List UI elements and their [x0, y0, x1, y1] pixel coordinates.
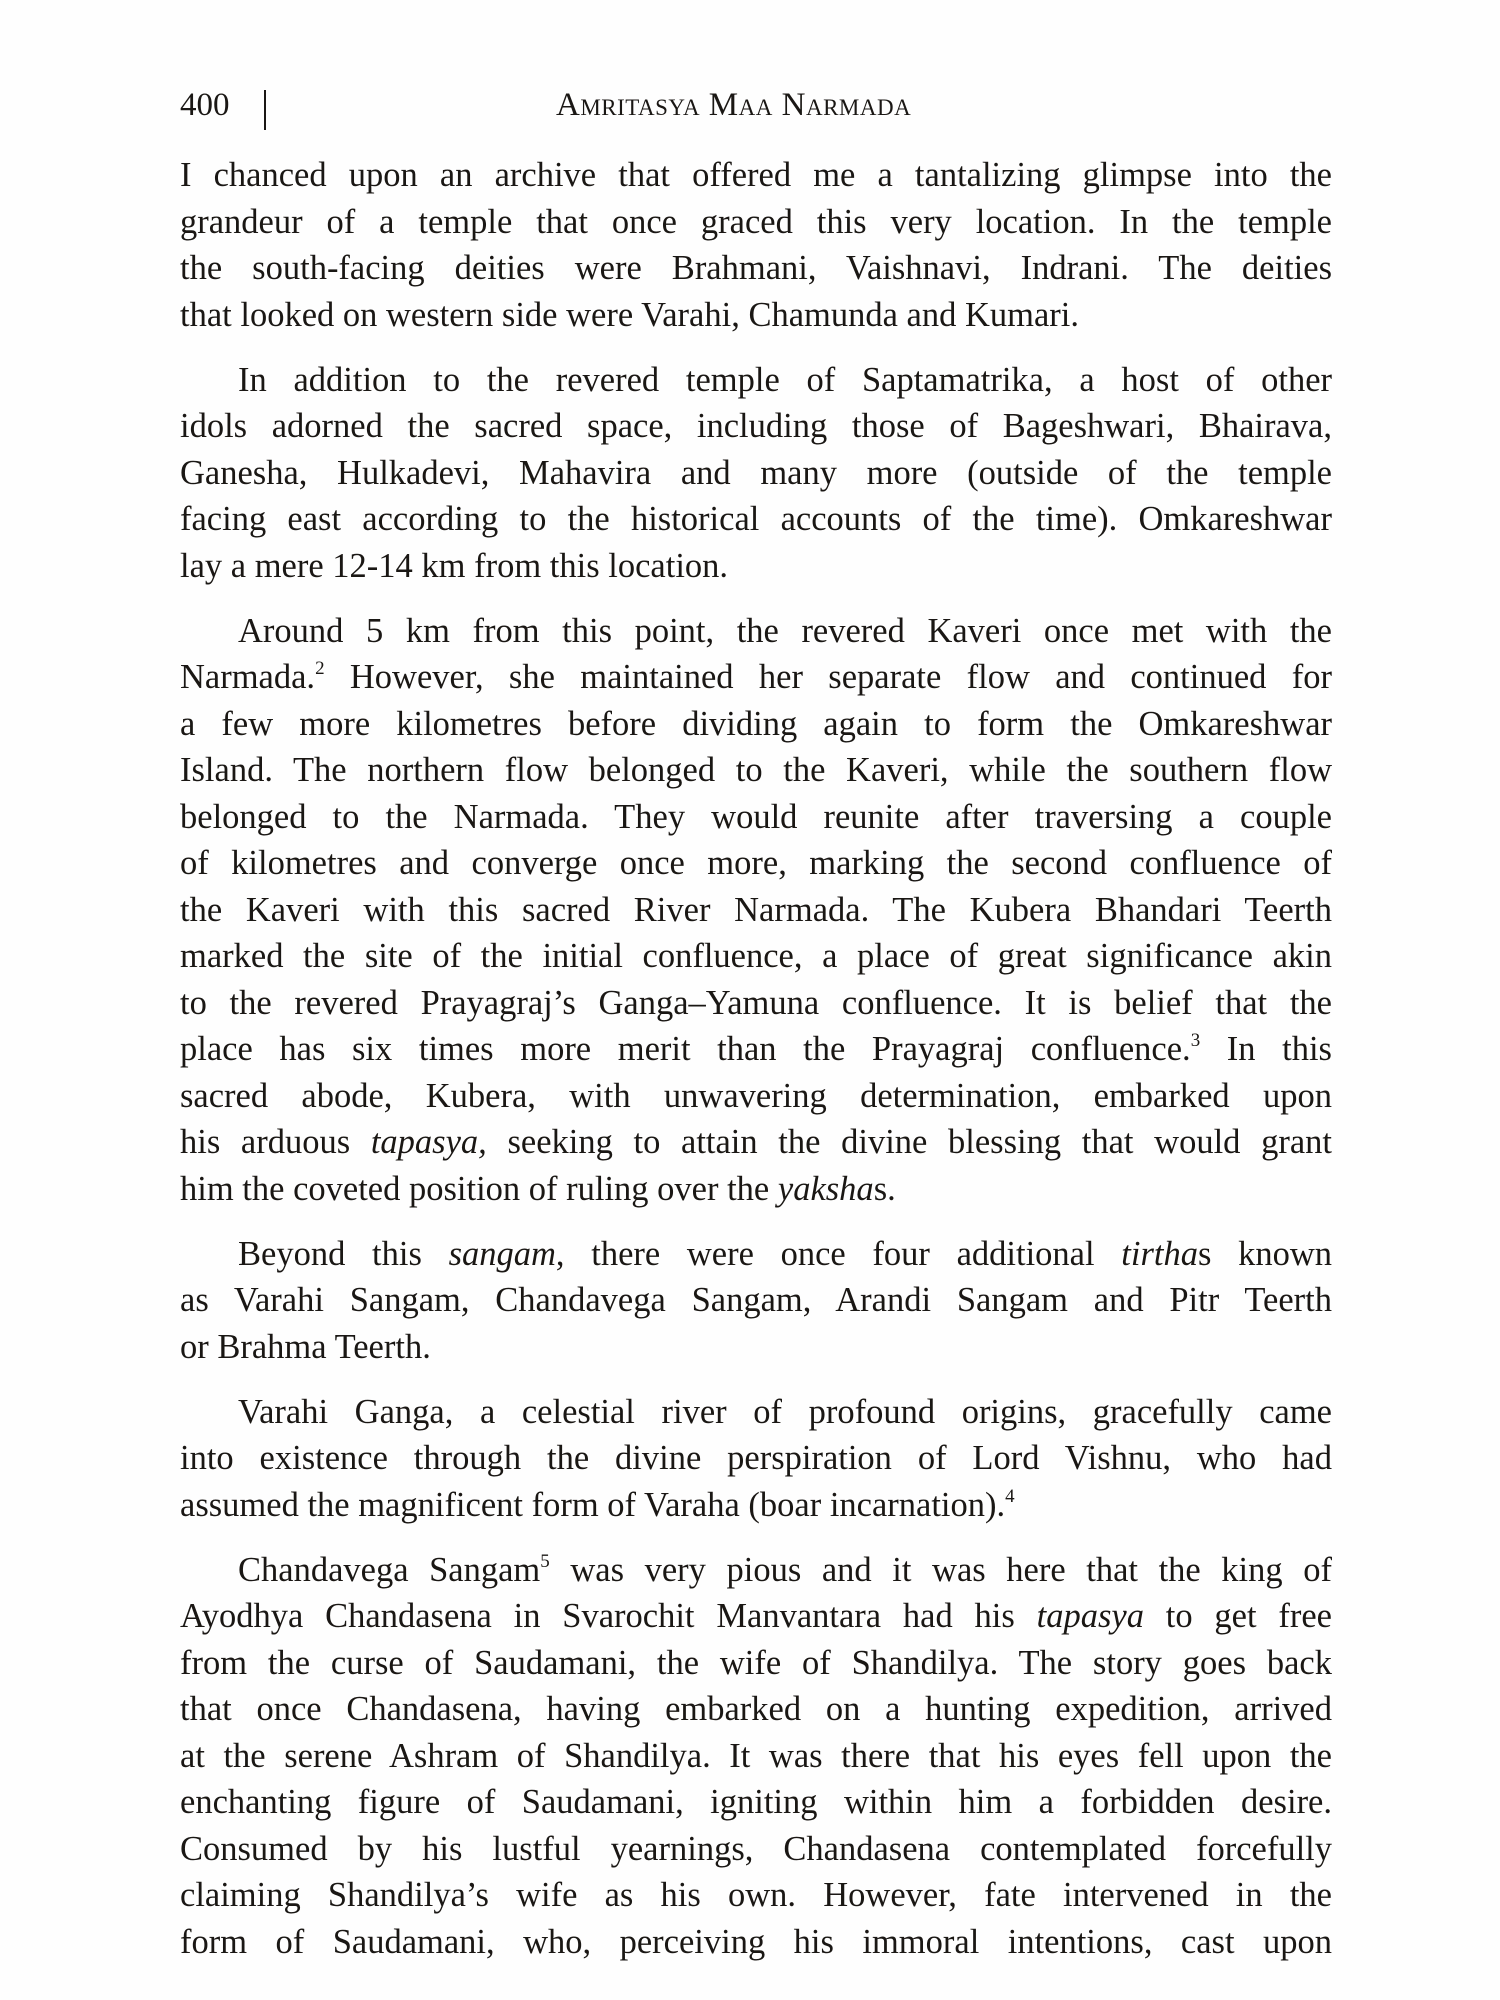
text-line — [180, 933, 1332, 980]
paragraph — [180, 1389, 1332, 1529]
text-line — [180, 496, 1332, 543]
footnote-marker: 3 — [1190, 1029, 1201, 1051]
text-run: that looked on western side were Varahi, Chamunda and Kumari. — [180, 295, 1079, 334]
text-run: , there were once four additional — [555, 1234, 1122, 1273]
text-line — [180, 1872, 1332, 1919]
text-run: enchanting figure of Saudamani, igniting within him a forbidden desire. — [180, 1783, 1332, 1821]
italic-term: tirtha — [1121, 1234, 1198, 1273]
text-run: Ayodhya Chandasena in Svarochit Manvantara had his — [180, 1597, 1037, 1635]
text-run: s known — [1197, 1234, 1333, 1273]
text-line — [180, 1733, 1332, 1780]
text-line — [180, 1119, 1332, 1166]
text-run: or Brahma Teerth. — [180, 1327, 431, 1366]
text-run: Ganesha, Hulkadevi, Mahavira and many more (outside of the temple — [180, 453, 1332, 492]
running-header — [180, 80, 1330, 130]
text-line — [180, 654, 1332, 701]
text-line — [180, 1389, 1332, 1436]
text-run: Varahi Ganga, a celestial river of profound origins, gracefully came — [238, 1392, 1332, 1431]
text-line — [180, 1324, 1332, 1371]
text-run: Around 5 km from this point, the revered Kaveri once met with the — [238, 611, 1332, 650]
text-line — [180, 199, 1332, 246]
text-line — [180, 450, 1332, 497]
text-run: Chandavega Sangam — [238, 1550, 541, 1589]
text-run: Beyond this — [238, 1234, 449, 1273]
text-line — [180, 245, 1332, 292]
text-line — [180, 887, 1332, 934]
paragraph — [180, 1547, 1332, 1966]
text-line — [180, 1686, 1332, 1733]
text-run: Consumed by his lustful yearnings, Chandasena contemplated forcefully — [180, 1829, 1332, 1868]
text-line — [180, 747, 1332, 794]
text-line — [180, 1919, 1332, 1966]
text-line — [180, 1826, 1332, 1873]
text-run: at the serene Ashram of Shandilya. It was there that his eyes fell upon the — [180, 1736, 1332, 1775]
text-run: lay a mere 12-14 km from this location. — [180, 546, 729, 585]
text-run: place has six times more merit than the Prayagraj confluence. — [180, 1030, 1191, 1068]
header-divider — [264, 90, 266, 130]
text-run: Island. The northern flow belonged to the Kaveri, while the southern flow — [180, 751, 1332, 789]
text-run: assumed the magnificent form of Varaha (boar incarnation). — [180, 1485, 1006, 1524]
footnote-marker: 2 — [315, 657, 325, 679]
text-run: from the curse of Saudamani, the wife of Shandilya. The story goes back — [180, 1643, 1332, 1682]
book-title: Amritasya Maa Narmada — [556, 87, 912, 123]
text-run: facing east according to the historical accounts of the time). Omkareshwar — [180, 500, 1332, 538]
text-run: grandeur of a temple that once graced this very location. In the temple — [180, 202, 1332, 241]
text-line — [180, 1026, 1332, 1073]
text-run: his arduous — [180, 1123, 371, 1161]
text-line — [180, 1166, 1332, 1213]
text-line — [180, 701, 1332, 748]
text-run: was very pious and it was here that the king of — [549, 1550, 1332, 1589]
text-run: form of Saudamani, who, perceiving his immoral intentions, cast upon — [180, 1922, 1332, 1961]
italic-term: yaksha — [777, 1169, 874, 1208]
text-run: marked the site of the initial confluence, a place of great significance akin — [180, 937, 1332, 975]
text-run: claiming Shandilya’s wife as his own. However, fate intervened in the — [180, 1876, 1332, 1914]
text-line — [180, 840, 1332, 887]
italic-term: tapasya — [1036, 1597, 1144, 1635]
text-run: Narmada. — [180, 658, 316, 696]
italic-term: tapasya, — [370, 1123, 487, 1161]
paragraph — [180, 608, 1332, 1213]
text-line — [180, 1482, 1332, 1529]
text-line — [180, 292, 1332, 339]
paragraph — [180, 152, 1332, 338]
text-line — [180, 1231, 1332, 1278]
text-run: In addition to the revered temple of Saptamatrika, a host of other — [238, 360, 1332, 399]
text-line — [180, 1435, 1332, 1482]
text-run: to the revered Prayagraj’s Ganga–Yamuna confluence. It is belief that the — [180, 983, 1332, 1022]
footnote-marker: 5 — [540, 1550, 550, 1572]
text-run: of kilometres and converge once more, marking the second confluence of — [180, 844, 1332, 882]
text-run: the south-facing deities were Brahmani, Vaishnavi, Indrani. The deities — [180, 249, 1332, 287]
text-run: In this — [1200, 1030, 1332, 1068]
italic-term: sangam — [448, 1234, 556, 1273]
text-run: as Varahi Sangam, Chandavega Sangam, Arandi Sangam and Pitr Teerth — [180, 1281, 1332, 1319]
text-run: the Kaveri with this sacred River Narmada. The Kubera Bhandari Teerth — [180, 890, 1332, 929]
text-run: that once Chandasena, having embarked on a hunting expedition, arrived — [180, 1690, 1332, 1728]
text-line — [180, 1277, 1332, 1324]
text-line — [180, 1779, 1332, 1826]
text-line — [180, 794, 1332, 841]
text-run: I chanced upon an archive that offered me a tantalizing glimpse into the — [180, 156, 1332, 194]
text-line — [180, 543, 1332, 590]
body-text — [180, 152, 1332, 1984]
page-number: 400 — [180, 87, 230, 123]
text-line — [180, 1547, 1332, 1594]
text-run: However, she maintained her separate flow and continued for — [324, 658, 1332, 696]
text-line — [180, 1593, 1332, 1640]
footnote-marker: 4 — [1005, 1485, 1015, 1507]
text-run: him the coveted position of ruling over the — [180, 1169, 778, 1208]
text-line — [180, 608, 1332, 655]
text-run: seeking to attain the divine blessing that would grant — [486, 1123, 1332, 1161]
text-line — [180, 152, 1332, 199]
paragraph — [180, 1231, 1332, 1371]
text-line — [180, 980, 1332, 1027]
text-line — [180, 1073, 1332, 1120]
text-run: to get free — [1143, 1597, 1332, 1635]
text-line — [180, 357, 1332, 404]
text-run: into existence through the divine perspiration of Lord Vishnu, who had — [180, 1439, 1332, 1477]
text-line — [180, 403, 1332, 450]
text-run: sacred abode, Kubera, with unwavering determination, embarked upon — [180, 1076, 1332, 1115]
text-run: idols adorned the sacred space, including those of Bageshwari, Bhairava, — [180, 407, 1332, 445]
text-run: a few more kilometres before dividing again to form the Omkareshwar — [180, 704, 1332, 743]
text-run: s. — [873, 1169, 896, 1208]
text-run: belonged to the Narmada. They would reunite after traversing a couple — [180, 797, 1332, 836]
paragraph — [180, 357, 1332, 590]
text-line — [180, 1640, 1332, 1687]
